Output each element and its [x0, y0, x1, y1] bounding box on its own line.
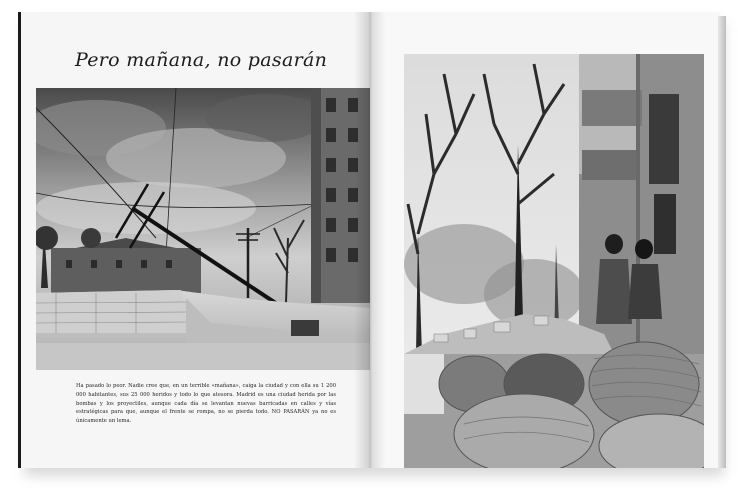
street-barricade-image — [36, 88, 371, 370]
chapter-title: Pero mañana, no pasarán — [75, 49, 328, 71]
right-page — [370, 12, 720, 468]
mattress-barricade-photo — [404, 54, 704, 468]
photo-caption: Ha pasado lo peor. Nadie cree que, en un terrible «mañana», caiga la ciudad y con ella su 1 200 000 habitantes, sus 25 000 heridos y todo lo que atesora. Madrid es una ciudad herida por las bombas y los proyectiles, aunque cada día se levantan nuevas barricadas en calles y vías estratégicas para que, aunque el frente se rompa, no se pierda todo. NO PASARÁN ya no es únicamente un lema. — [76, 383, 336, 425]
street-barricade-photo — [36, 88, 371, 370]
page-edges — [718, 16, 726, 468]
mattress-barricade-image — [404, 54, 704, 468]
open-book — [18, 12, 720, 470]
left-page — [18, 12, 373, 468]
